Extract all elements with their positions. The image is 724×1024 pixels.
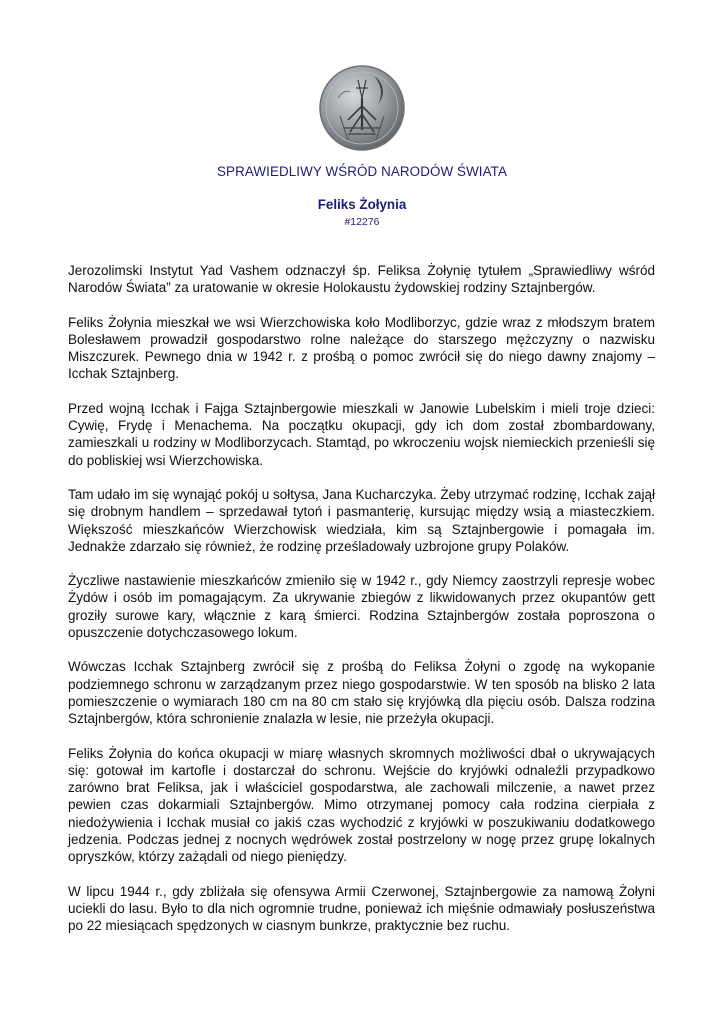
paragraph: W lipcu 1944 r., gdy zbliżała się ofensywa Armii Czerwonej, Sztajnbergowie za namową Żołyni uciekli do lasu. Było to dla nich ogromnie trudne, ponieważ ich mięśnie odmawiały posłuszeństwa po 22 miesiącach spędzonych w ciasnym bunkrze, praktycznie bez ruchu. — [68, 883, 655, 934]
paragraph: Przed wojną Icchak i Fajga Sztajnbergowie mieszkali w Janowie Lubelskim i mieli troje dzieci: Cywię, Frydę i Menachema. Na początku okupacji, gdy ich dom został zbombardowany, zamieszkali u rodziny w Modliborzycach. Stamtąd, po wkroczeniu wojsk niemieckich przenieśli się do pobliskiej wsi Wierzchowiska. — [68, 400, 655, 468]
body-text — [68, 262, 655, 952]
paragraph: Życzliwe nastawienie mieszkańców zmieniło się w 1942 r., gdy Niemcy zaostrzyli represje wobec Żydów i osób im pomagającym. Za ukrywanie zbiegów z likwidowanych przez okupantów gett groziły surowe kary, włącznie z karą śmierci. Rodzina Sztajnbergów została poproszona o opuszczenie dotychczasowego lokum. — [68, 573, 655, 641]
paragraph: Feliks Żołynia mieszkał we wsi Wierzchowiska koło Modliborzyc, gdzie wraz z młodszym bratem Bolesławem prowadził gospodarstwo rolne należące do starszego mężczyzny o nazwisku Miszczurek. Pewnego dnia w 1942 r. z prośbą o pomoc zwrócił się do niego dawny znajomy – Icchak Sztajnberg. — [68, 314, 655, 382]
paragraph: Feliks Żołynia do końca okupacji w miarę własnych skromnych możliwości dbał o ukrywających się: gotował im kartofle i dostarczał do schronu. Wejście do kryjówki odnaleźli przypadkowo zarówno brat Feliksa, jak i właściciel gospodarstwa, ale zachowali milczenie, a nawet przez pewien czas dokarmiali Sztajnbergów. Mimo otrzymanej pomocy cała rodzina cierpiała z niedożywienia i Icchak musiał co jakiś czas wychodzić z kryjówki w poszukiwaniu dodatkowego jedzenia. Podczas jednej z nocnych wędrówek został postrzelony w nogę przez grupę lokalnych opryszków, którzy zażądali od niego pieniędzy. — [68, 745, 655, 865]
medal-icon — [318, 58, 406, 158]
record-id: #12276 — [344, 216, 380, 228]
paragraph: Jerozolimski Instytut Yad Vashem odznaczył śp. Feliksa Żołynię tytułem „Sprawiedliwy wśród Narodów Świata” za uratowanie w okresie Holokaustu żydowskiej rodziny Sztajnbergów. — [68, 263, 655, 296]
paragraph: Wówczas Icchak Sztajnberg zwrócił się z prośbą do Feliksa Żołyni o zgodę na wykopanie podziemnego schronu w zarządzanym przez niego gospodarstwie. W ten sposób na blisko 2 lata pomieszczenie o wymiarach 180 cm na 80 cm stało się kryjówką dla pięciu osób. Dalsza rodzina Sztajnbergów, która schronienie znalazła w lesie, nie przeżyła okupacji. — [68, 659, 655, 727]
section-title: SPRAWIEDLIWY WŚRÓD NARODÓW ŚWIATA — [217, 164, 507, 179]
person-name: Feliks Żołynia — [317, 197, 407, 212]
paragraph: Tam udało im się wynająć pokój u sołtysa, Jana Kucharczyka. Żeby utrzymać rodzinę, Icchak zajął się drobnym handlem – sprzedawał tytoń i pasmanterię, kursując między wsią a miasteczkiem. Większość mieszkańców Wierzchowisk wiedziała, kim są Sztajnbergowie i pomagała im. Jednakże zdarzało się również, że rodzinę prześladowały uzbrojone grupy Polaków. — [68, 486, 655, 554]
